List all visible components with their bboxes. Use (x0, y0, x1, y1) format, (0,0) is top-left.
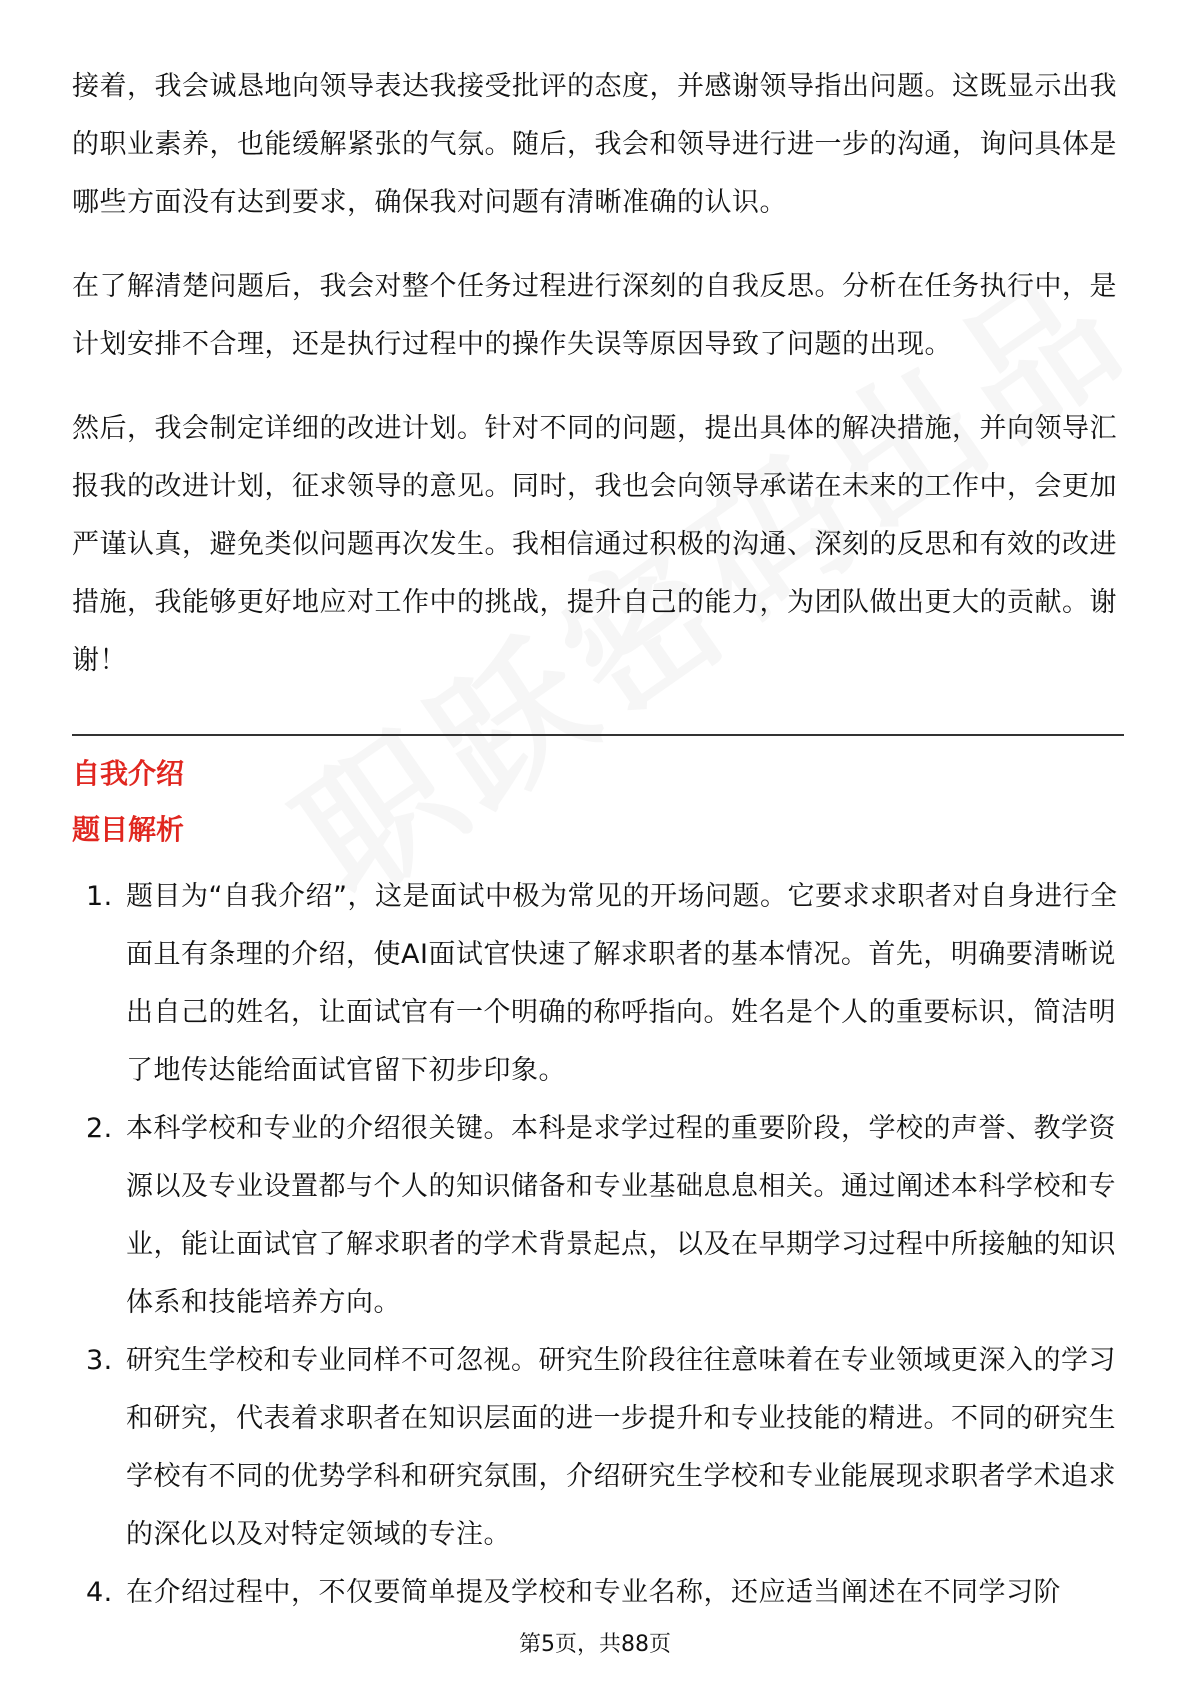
section-subtitle: 题目解析 (72, 813, 185, 846)
list-item-number: 2. (86, 1113, 113, 1144)
list-item-number: 3. (86, 1345, 113, 1376)
analysis-list (72, 868, 1124, 1622)
list-item-number: 4. (86, 1577, 113, 1608)
section-title: 自我介绍 (72, 757, 185, 790)
list-item-text: 本科学校和专业的介绍很关键。本科是求学过程的重要阶段，学校的声誉、教学资源以及专业设置都与个人的知识储备和专业基础息息相关。通过阐述本科学校和专业，能让面试官了解求职者的学术背景起点，以及在早期学习过程中所接触的知识体系和技能培养方向。 (126, 1113, 1116, 1318)
list-item-number: 1. (86, 881, 113, 912)
paragraph: 在了解清楚问题后，我会对整个任务过程进行深刻的自我反思。分析在任务执行中，是计划安排不合理，还是执行过程中的操作失误等原因导致了问题的出现。 (72, 271, 1117, 360)
list-item-text: 题目为“自我介绍”，这是面试中极为常见的开场问题。它要求求职者对自身进行全面且有条理的介绍，使AI面试官快速了解求职者的基本情况。首先，明确要清晰说出自己的姓名，让面试官有一个明确的称呼指向。姓名是个人的重要标识，简洁明了地传达能给面试官留下初步印象。 (126, 881, 1118, 1086)
section-divider (72, 734, 1124, 736)
list-item (72, 868, 1124, 1100)
paragraph: 接着，我会诚恳地向领导表达我接受批评的态度，并感谢领导指出问题。这既显示出我的职业素养，也能缓解紧张的气氛。随后，我会和领导进行进一步的沟通，询问具体是哪些方面没有达到要求，确保我对问题有清晰准确的认识。 (72, 71, 1117, 218)
list-item (72, 1100, 1124, 1332)
list-item-text: 在介绍过程中，不仅要简单提及学校和专业名称，还应适当阐述在不同学习阶 (126, 1577, 1061, 1608)
list-item (72, 1564, 1124, 1622)
document-body (72, 58, 1124, 1622)
page-footer: 第5页，共88页 (519, 1632, 671, 1657)
list-item (72, 1332, 1124, 1564)
list-item-text: 研究生学校和专业同样不可忽视。研究生阶段往往意味着在专业领域更深入的学习和研究，代表着求职者在知识层面的进一步提升和专业技能的精进。不同的研究生学校有不同的优势学科和研究氛围，介绍研究生学校和专业能展现求职者学术追求的深化以及对特定领域的专注。 (126, 1345, 1116, 1550)
paragraph: 然后，我会制定详细的改进计划。针对不同的问题，提出具体的解决措施，并向领导汇报我的改进计划，征求领导的意见。同时，我也会向领导承诺在未来的工作中，会更加严谨认真，避免类似问题再次发生。我相信通过积极的沟通、深刻的反思和有效的改进措施，我能够更好地应对工作中的挑战，提升自己的能力，为团队做出更大的贡献。谢谢！ (72, 413, 1117, 676)
